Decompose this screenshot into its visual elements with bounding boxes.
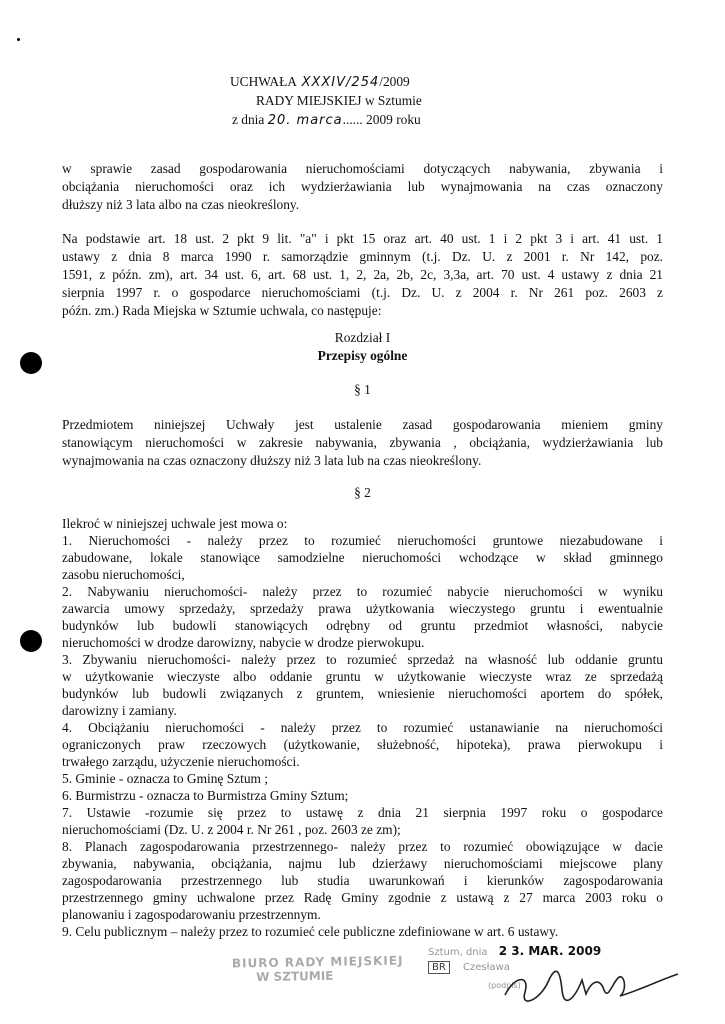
section-1-line-1: Przedmiotem niniejszej Uchwały jest ustalenie zasad gospodarowania mieniem gminy [62, 417, 663, 432]
speck [17, 38, 20, 41]
definition-line: 9. Celu publicznym – należy przez to rozumieć cele publiczne zdefiniowane w art. 6 ustawy. [62, 924, 559, 939]
office-stamp [232, 954, 404, 985]
definition-line: ograniczonych praw rzeczowych (użytkowanie, służebność, hipoteka), prawa pierwokupu i [62, 737, 663, 752]
definition-line: 5. Gminie - oznacza to Gminę Sztum ; [62, 771, 269, 786]
definition-line: nieruchomości w drodze darowizny, nabycie w drodze pierwokupu. [62, 635, 425, 650]
signature [500, 960, 680, 1010]
received-date-row [428, 944, 618, 958]
definition-line: budynków lub budowli związanych z gruntem, wniesienie nieruchomości aportem do spółek, [62, 686, 663, 701]
resolution-roman-handwritten: XXXIV [301, 75, 347, 90]
definition-line: zabudowane, lokale stanowiące samodzielne nieruchomości wchodzące w skład gminnego [62, 550, 663, 565]
section-2-mark: § 2 [354, 485, 371, 500]
sign-label: (podpis) [488, 981, 521, 990]
chapter-subtitle: Przepisy ogólne [317, 348, 408, 363]
date-handwritten: 20. marca [267, 113, 343, 128]
legal-basis-line-1: Na podstawie art. 18 ust. 2 pkt 9 lit. "a" i pkt 15 oraz art. 40 ust. 1 i 2 pkt 3 i art. 41 ust. 1 [62, 231, 663, 246]
date-suffix: ...... 2009 roku [342, 112, 421, 127]
received-date: 2 3. MAR. 2009 [498, 944, 602, 958]
definition-line: w użytkowanie wieczyste albo oddanie gruntu w użytkowanie wieczyste wraz ze sprzedażą [62, 669, 663, 684]
definition-line: zawarcia umowy sprzedaży, sprzedaży prawa użytkowania wieczystego gruntu i ewentualnie [62, 601, 663, 616]
section-1-line-3: wynajmowania na czas oznaczony dłuższy niż 3 lata lub na czas nieokreślony. [62, 453, 482, 468]
section-1-mark: § 1 [354, 382, 371, 397]
definition-line: darowizny i zamiany. [62, 703, 177, 718]
resolution-seq-handwritten: /254 [346, 75, 380, 90]
definition-line: 8. Planach zagospodarowania przestrzennego- należy przez to rozumieć obowiązujące w dacie [62, 839, 663, 854]
date-prefix: z dnia [232, 112, 265, 127]
resolution-prefix: UCHWAŁA [230, 74, 297, 89]
definition-line: trwałego zarządu, użyczenie nieruchomości. [62, 754, 300, 769]
definition-line: zbywania, nabywania, obciążania, najmu lub dzierżawy nieruchomościami miejscowe plany [62, 856, 663, 871]
legal-basis-line-2: ustawy z dnia 8 marca 1990 r. samorządzie gminnym (t.j. Dz. U. z 2001 r. Nr 142, poz. [62, 249, 663, 264]
definition-line: planowaniu i zagospodarowaniu przestrzennym. [62, 907, 321, 922]
received-prefix: Sztum, dnia [428, 947, 488, 958]
registrar-name: Czesława [463, 962, 510, 973]
definition-line: 4. Obciążaniu nieruchomości - należy przez to rozumieć ustanawianie na nieruchomości [62, 720, 663, 735]
definition-line: przestrzennego gminy uchwalone przez Radę Gminy zgodnie z ustawą z 27 marca 2003 roku o [62, 890, 663, 905]
resolution-year: /2009 [379, 74, 410, 89]
legal-basis-line-5: późn. zm.) Rada Miejska w Sztumie uchwala, co następuje: [62, 303, 382, 318]
definition-line: 6. Burmistrzu - oznacza to Burmistrza Gminy Sztum; [62, 788, 349, 803]
subject-line-2: obciążania nieruchomości oraz ich wydzierżawiania lub wynajmowania na czas oznaczony [62, 179, 663, 194]
reg-box: BR [428, 961, 450, 974]
resolution-date-line [232, 112, 421, 129]
definition-line: 3. Zbywaniu nieruchomości- należy przez to rozumieć sprzedaż na własność lub oddanie gruntu [62, 652, 663, 667]
definition-line: nieruchomościami (Dz. U. z 2004 r. Nr 261 , poz. 2603 ze zm); [62, 822, 401, 837]
subject-line-3: dłuższy niż 3 lata albo na czas nieokreślony. [62, 197, 300, 212]
definition-line: zagospodarowania przestrzennego lub studia uwarunkowań i kierunków zagospodarowania [62, 873, 663, 888]
office-stamp-line-1: BIURO RADY MIEJSKIEJ [231, 953, 404, 971]
section-2-intro: Ilekroć w niniejszej uchwale jest mowa o: [62, 516, 288, 531]
legal-basis-line-3: 1591, z późn. zm), art. 34 ust. 6, art. 68 ust. 1, 2, 2a, 2b, 2c, 3,3a, art. 70 ust. 4 ustawy z dnia 21 [62, 267, 663, 282]
definition-line: 7. Ustawie -rozumie się przez to ustawę z dnia 21 sierpnia 1997 roku o gospodarce [62, 805, 663, 820]
punch-hole-bottom [20, 630, 42, 652]
council-name: RADY MIEJSKIEJ w Sztumie [256, 93, 422, 108]
definition-line: 2. Nabywaniu nieruchomości- należy przez to rozumieć nabycie nieruchomości w wyniku [62, 584, 663, 599]
definition-line: zasobu nieruchomości, [62, 567, 185, 582]
office-stamp-line-2: W SZTUMIE [256, 968, 334, 985]
subject-line-1: w sprawie zasad gospodarowania nieruchomościami dotyczących nabywania, zbywania i [62, 161, 663, 176]
definition-line: budynków lub budowli stanowiących odrębny od gruntu przedmiot własności, nabycie [62, 618, 663, 633]
chapter-title: Rozdział I [334, 330, 391, 345]
definition-line: 1. Nieruchomości - należy przez to rozumieć nieruchomości gruntowe niezabudowane i [62, 533, 663, 548]
resolution-number-line [230, 74, 410, 91]
section-1-line-2: stanowiącym nieruchomości w zakresie nabywania, zbywania , obciążania, wydzierżawiania lub [62, 435, 663, 450]
legal-basis-line-4: sierpnia 1997 r. o gospodarce nieruchomościami (t.j. Dz. U. z 2004 r. Nr 261 poz. 2603 z [62, 285, 663, 300]
